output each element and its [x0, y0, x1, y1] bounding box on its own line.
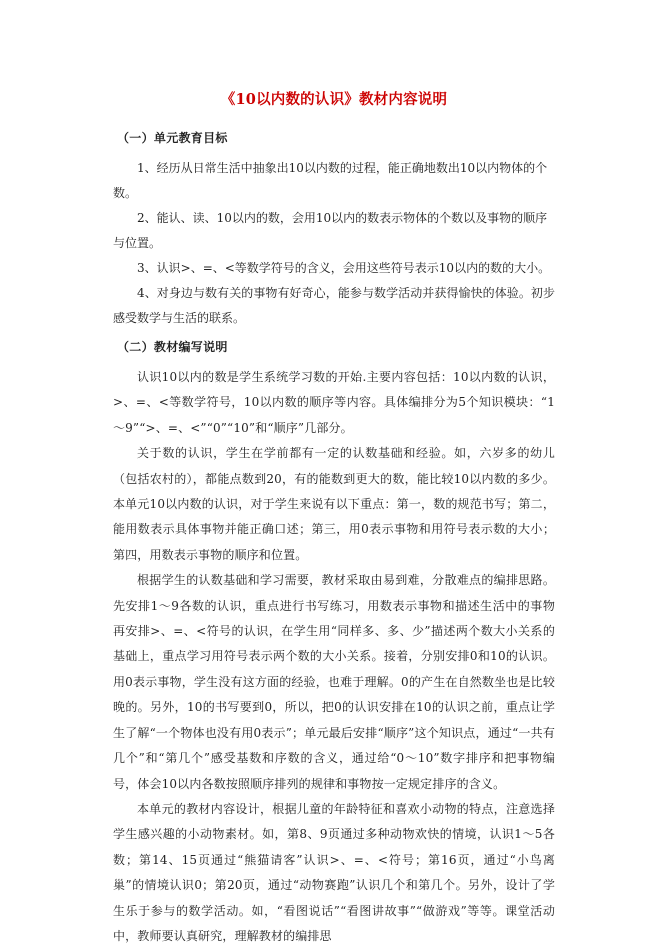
section-heading-textbook: （二）教材编写说明 — [117, 340, 228, 354]
goal-item-4: 4、对身边与数有关的事物有好奇心，能参与数学活动并获得愉快的体验。初步感受数学与生活的联系。 — [113, 286, 555, 325]
goal-item-1: 1、经历从日常生活中抽象出10以内数的过程，能正确地数出10以内物体的个数。 — [113, 161, 548, 200]
document-title: 《10以内数的认识》教材内容说明 — [220, 91, 448, 108]
paragraph-2: 关于数的认识，学生在学前都有一定的认数基础和经验。如，六岁多的幼儿（包括农村的），都能点数到20，有的能数到更大的数，能比较10以内数的多少。本单元10以内数的认识，对于学生来说有以下重点：第一，数的规范书写；第二，能用数表示具体事物并能正确口述；第三，用0表示事物和用符号表示数的大小；第四，用数表示事物的顺序和位置。 — [113, 446, 555, 562]
goal-item-3: 3、认识>、=、<等数学符号的含义，会用这些符号表示10以内的数的大小。 — [137, 261, 551, 275]
paragraph-3: 根据学生的认数基础和学习需要，教材采取由易到难，分散难点的编排思路。先安排1～9各数的认识，重点进行书写练习，用数表示事物和描述生活中的事物 再安排>、=、<符号的认识，在学生用“同样多、多、少”描述两个数大小关系的基础上，重点学习用符号表示两个数的大小关系。接着，分别安排0和10的认识。用0表示事物，学生没有这方面的经验，也难于理解。0的产生在自然数坐也是比较晚的。另外，10的书写要到0，所以，把0的认识安排在10的认识之前，重点让学生了解“一个物体也没有用0表示”；单元最后安排“顺序”这个知识点，通过“一共有几个”和“第几个”感受基数和序数的含义，通过给“0～10”数字排序和把事物编号，体会10以内各数按照顺序排列的规律和事物按一定规定排序的含义。 — [113, 573, 555, 791]
paragraph-1: 认识10以内的数是学生系统学习数的开始.主要内容包括：10以内数的认识，>、=、<等数学符号，10以内数的顺序等内容。具体编排分为5个知识模块：“1～9”“>、=、<”“0”“10”和“顺序”几部分。 — [113, 370, 555, 435]
goal-item-2: 2、能认、读、10以内的数，会用10以内的数表示物体的个数以及事物的顺序与位置。 — [113, 211, 548, 250]
section-heading-goals: （一）单元教育目标 — [117, 131, 228, 145]
paragraph-4: 本单元的教材内容设计，根据儿童的年龄特征和喜欢小动物的特点，注意选择学生感兴趣的小动物素材。如，第8、9页通过多种动物欢快的情境，认识1～5各数；第14、15页通过“熊猫请客”认识>、=、<符号；第16页，通过“小鸟离巢”的情境认识0；第20页，通过“动物赛跑”认识几个和第几个。另外，设计了学生乐于参与的数学活动。如，“看图说话”“看图讲故事”“做游戏”等等。课堂活动中，教师要认真研究，理解教材的编排思 — [113, 801, 555, 943]
